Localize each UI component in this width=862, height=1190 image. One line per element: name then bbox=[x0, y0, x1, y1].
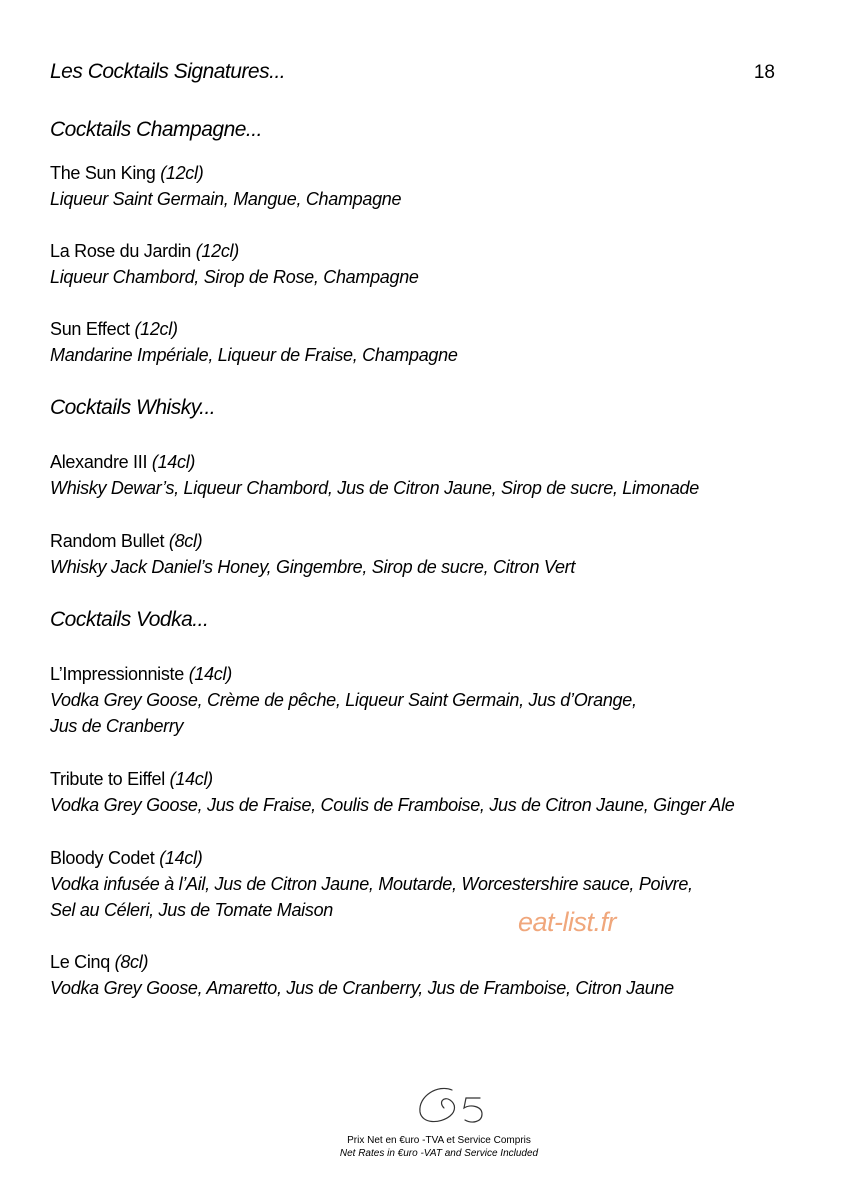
item-volume: (14cl) bbox=[151, 452, 196, 472]
menu-title: Les Cocktails Signatures... bbox=[50, 60, 286, 83]
menu-item-sun-effect bbox=[50, 316, 820, 368]
menu-item-alexandre-iii bbox=[50, 449, 820, 501]
menu-item-l-impressionniste bbox=[50, 661, 820, 739]
menu-item-the-sun-king bbox=[50, 160, 820, 212]
item-description: Vodka Grey Goose, Jus de Fraise, Coulis de Framboise, Jus de Citron Jaune, Ginger Ale bbox=[50, 795, 735, 815]
menu-item-la-rose-du-jardin bbox=[50, 238, 820, 290]
item-name: Bloody Codet bbox=[50, 848, 155, 868]
item-name: L’Impressionniste bbox=[50, 664, 184, 684]
menu-item-bloody-codet bbox=[50, 845, 820, 923]
footer-french: Prix Net en €uro -TVA et Service Compris bbox=[347, 1135, 531, 1146]
item-name: Sun Effect bbox=[50, 319, 130, 339]
section-title-champagne: Cocktails Champagne... bbox=[50, 118, 262, 141]
menu-item-random-bullet bbox=[50, 528, 820, 580]
item-volume: (12cl) bbox=[195, 241, 239, 261]
item-volume: (14cl) bbox=[169, 769, 213, 789]
item-name: Tribute to Eiffel bbox=[50, 769, 165, 789]
item-description-continued: Jus de Cranberry bbox=[50, 716, 184, 736]
item-volume: (14cl) bbox=[159, 848, 203, 868]
item-description: Whisky Dewar’s, Liqueur Chambord, Jus de Citron Jaune, Sirop de sucre, Limonade bbox=[50, 478, 699, 498]
item-description: Whisky Jack Daniel’s Honey, Gingembre, Sirop de sucre, Citron Vert bbox=[50, 557, 576, 577]
item-description: Vodka infusée à l’Ail, Jus de Citron Jaune, Moutarde, Worcestershire sauce, Poivre, bbox=[50, 874, 693, 894]
item-name: Le Cinq bbox=[50, 952, 110, 972]
item-name: Alexandre III bbox=[50, 452, 148, 472]
item-volume: (14cl) bbox=[188, 664, 232, 684]
menu-item-tribute-to-eiffel bbox=[50, 766, 820, 818]
footer bbox=[0, 1134, 862, 1160]
footer-english: Net Rates in €uro -VAT and Service Included bbox=[339, 1148, 539, 1159]
section-title-whisky: Cocktails Whisky... bbox=[50, 396, 216, 419]
item-volume: (8cl) bbox=[168, 531, 203, 551]
page-number: 18 bbox=[753, 62, 775, 83]
section-title-vodka: Cocktails Vodka... bbox=[50, 608, 209, 631]
item-description: Vodka Grey Goose, Amaretto, Jus de Cranberry, Jus de Framboise, Citron Jaune bbox=[50, 978, 674, 998]
item-name: La Rose du Jardin bbox=[50, 241, 191, 261]
item-name: The Sun King bbox=[50, 163, 156, 183]
page-header bbox=[50, 60, 775, 90]
c5-signature-logo-icon bbox=[410, 1082, 490, 1128]
item-description: Vodka Grey Goose, Crème de pêche, Liqueur Saint Germain, Jus d’Orange, bbox=[50, 690, 637, 710]
item-volume: (12cl) bbox=[160, 163, 204, 183]
item-description: Mandarine Impériale, Liqueur de Fraise, Champagne bbox=[50, 345, 458, 365]
menu-item-le-cinq bbox=[50, 949, 820, 1001]
item-volume: (8cl) bbox=[114, 952, 149, 972]
item-description: Liqueur Chambord, Sirop de Rose, Champagne bbox=[50, 267, 419, 287]
item-description-continued: Sel au Céleri, Jus de Tomate Maison bbox=[50, 900, 333, 920]
item-name: Random Bullet bbox=[50, 531, 165, 551]
item-volume: (12cl) bbox=[134, 319, 178, 339]
watermark: eat-list.fr bbox=[518, 907, 617, 937]
item-description: Liqueur Saint Germain, Mangue, Champagne bbox=[50, 189, 402, 209]
